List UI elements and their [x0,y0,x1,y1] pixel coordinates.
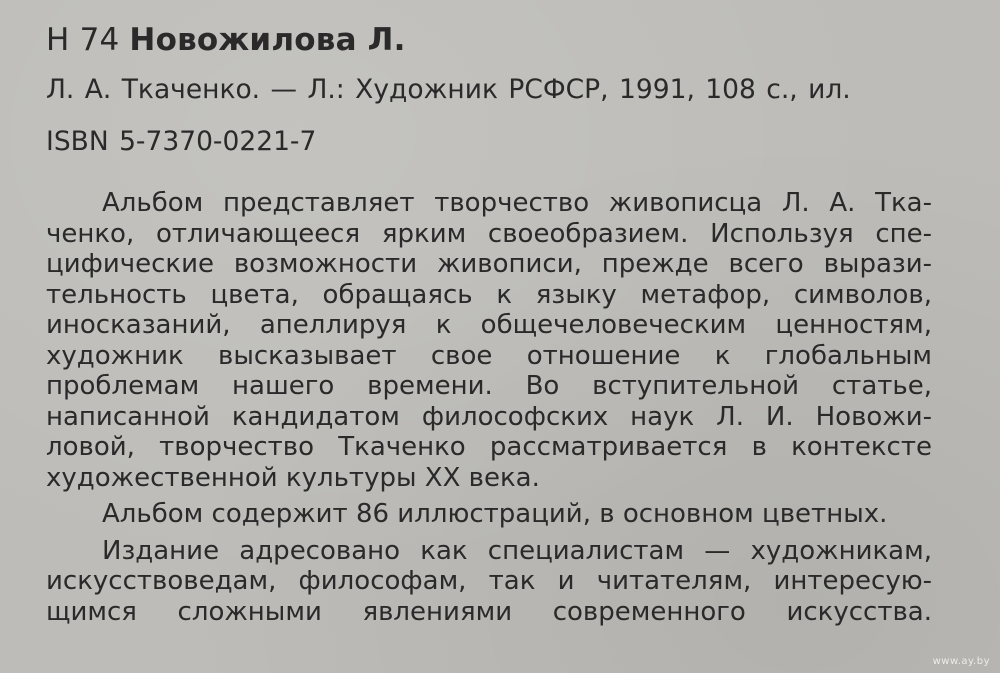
text-line: написанной кандидатом философских наук Л. И. Новожи- [46,401,932,432]
text-line: искусствоведам, философам, так и читателям, интересую- [46,566,932,596]
annotation-text [46,188,932,627]
catalog-heading [46,18,406,62]
text-line: Альбом представляет творчество живописца Л. А. Тка- [102,188,932,218]
text-line: цифические возможности живописи, прежде всего вырази- [46,249,932,279]
text-line: Альбом содержит 86 иллюстраций, в основном цветных. [102,499,888,529]
text-line: иносказаний, апеллируя к общечеловеческим ценностям, [46,310,932,340]
text-line: щимся сложными явлениями современного искусства. [46,596,932,627]
text-line: художественной культуры XX века. [46,462,540,493]
author-name: Новожилова Л. [129,22,406,58]
isbn-line: ISBN 5-7370-0221-7 [46,126,317,157]
catalog-code: Н 74 [46,22,120,58]
text-line: тельность цвета, обращаясь к языку метафор, символов, [46,279,932,310]
text-line: ловой, творчество Ткаченко рассматривается в контексте [46,432,932,462]
text-line: ченко, отличающееся ярким своеобразием. Используя спе- [46,218,932,249]
text-line: художник высказывает свое отношение к глобальным [46,340,932,371]
text-line: Издание адресовано как специалистам — художникам, [102,535,932,566]
imprint-line: Л. А. Ткаченко. — Л.: Художник РСФСР, 1991, 108 с., ил. [46,74,851,105]
watermark: www.ay.by [932,656,990,667]
text-line: проблемам нашего времени. Во вступительной статье, [46,371,932,401]
